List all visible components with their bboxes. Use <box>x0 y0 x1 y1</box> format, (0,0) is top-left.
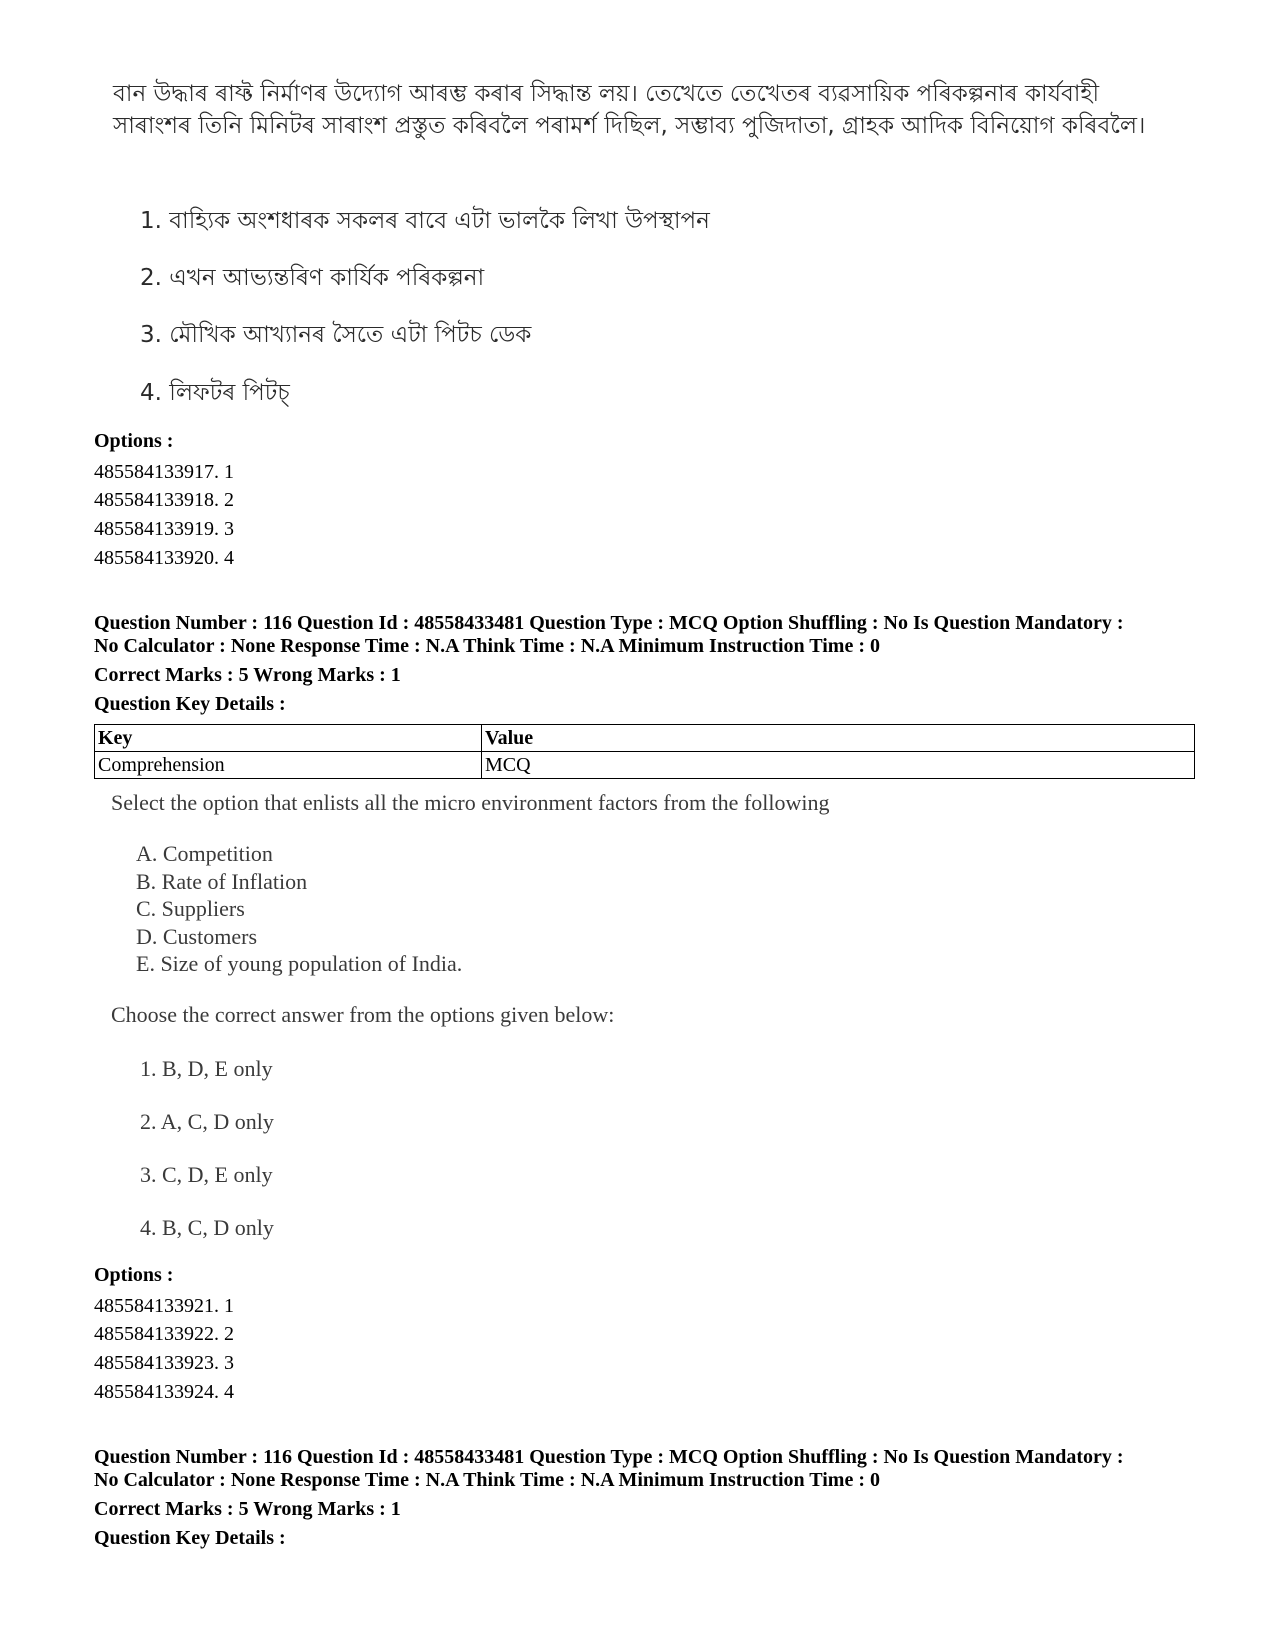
intro-paragraph: বান উদ্ধাৰ ৰাফ্ট নিৰ্মাণৰ উদ্যোগ আৰম্ভ কৰাৰ সিদ্ধান্ত লয়। তেখেতে তেখেতৰ ব্যৱসায়িক পৰিকল্পনাৰ কাৰ্যবাহী সাৰাংশৰ তিনি মিনিটৰ সাৰাংশ প্ৰস্তুত কৰিবলৈ পৰামৰ্শ দিছিল, সম্ভাব্য পুজিদাতা, গ্ৰাহক আদিক বিনিয়োগ কৰিবলৈ। <box>113 81 1146 139</box>
option-id-7: 485584133923. 3 <box>94 1352 234 1374</box>
option-id-6: 485584133922. 2 <box>94 1323 234 1345</box>
option-id-5: 485584133921. 1 <box>94 1295 234 1317</box>
q2-choice-4: 4. B, C, D only <box>140 1215 274 1240</box>
option-id-1: 485584133917. 1 <box>94 461 234 483</box>
q2-choice-3: 3. C, D, E only <box>140 1162 273 1187</box>
q1-choice-2: 2. এখন আভ্যন্তৰিণ কাৰ্যিক পৰিকল্পনা <box>140 265 485 291</box>
q2-choose-instruction: Choose the correct answer from the options given below: <box>111 1002 615 1027</box>
table-header-row <box>95 725 1195 752</box>
option-id-8: 485584133924. 4 <box>94 1381 234 1403</box>
marks-line: Correct Marks : 5 Wrong Marks : 1 <box>94 664 401 686</box>
key-details-label: Question Key Details : <box>94 693 286 715</box>
table-row <box>95 752 1195 779</box>
q2-item-b: B. Rate of Inflation <box>136 869 308 894</box>
table-header-key: Key <box>95 725 482 752</box>
table-header-value: Value <box>482 725 1195 752</box>
options-label-2: Options : <box>94 1264 174 1286</box>
q2-item-a: A. Competition <box>136 841 273 866</box>
q2-item-e: E. Size of young population of India. <box>136 951 463 976</box>
q1-choice-1: 1. বাহ্যিক অংশধাৰক সকলৰ বাবে এটা ভালকৈ লিখা উপস্থাপন <box>140 208 710 234</box>
option-id-2: 485584133918. 2 <box>94 489 234 511</box>
options-label: Options : <box>94 430 174 452</box>
q1-choice-4: 4. লিফটৰ পিটচ্ <box>140 380 290 406</box>
table-cell-key: Comprehension <box>95 752 482 779</box>
question-meta-2-line-2: No Calculator : None Response Time : N.A Think Time : N.A Minimum Instruction Time : 0 <box>94 1469 880 1491</box>
q2-choice-2: 2. A, C, D only <box>140 1109 274 1134</box>
key-details-table <box>94 724 1195 779</box>
q2-item-c: C. Suppliers <box>136 896 245 921</box>
question-meta-2-line-1: Question Number : 116 Question Id : 48558433481 Question Type : MCQ Option Shuffling : No Is Question Mandatory : <box>94 1446 1124 1468</box>
q2-prompt: Select the option that enlists all the micro environment factors from the following <box>111 790 830 815</box>
marks-line-2: Correct Marks : 5 Wrong Marks : 1 <box>94 1498 401 1520</box>
q2-item-d: D. Customers <box>136 924 257 949</box>
question-meta-line-2: No Calculator : None Response Time : N.A Think Time : N.A Minimum Instruction Time : 0 <box>94 635 880 657</box>
option-id-4: 485584133920. 4 <box>94 547 234 569</box>
key-details-label-2: Question Key Details : <box>94 1527 286 1549</box>
q1-choice-3: 3. মৌখিক আখ্যানৰ সৈতে এটা পিটচ ডেক <box>140 322 532 348</box>
table-cell-value: MCQ <box>482 752 1195 779</box>
option-id-3: 485584133919. 3 <box>94 518 234 540</box>
q2-choice-1: 1. B, D, E only <box>140 1056 273 1081</box>
question-meta-line-1: Question Number : 116 Question Id : 48558433481 Question Type : MCQ Option Shuffling : No Is Question Mandatory : <box>94 612 1124 634</box>
